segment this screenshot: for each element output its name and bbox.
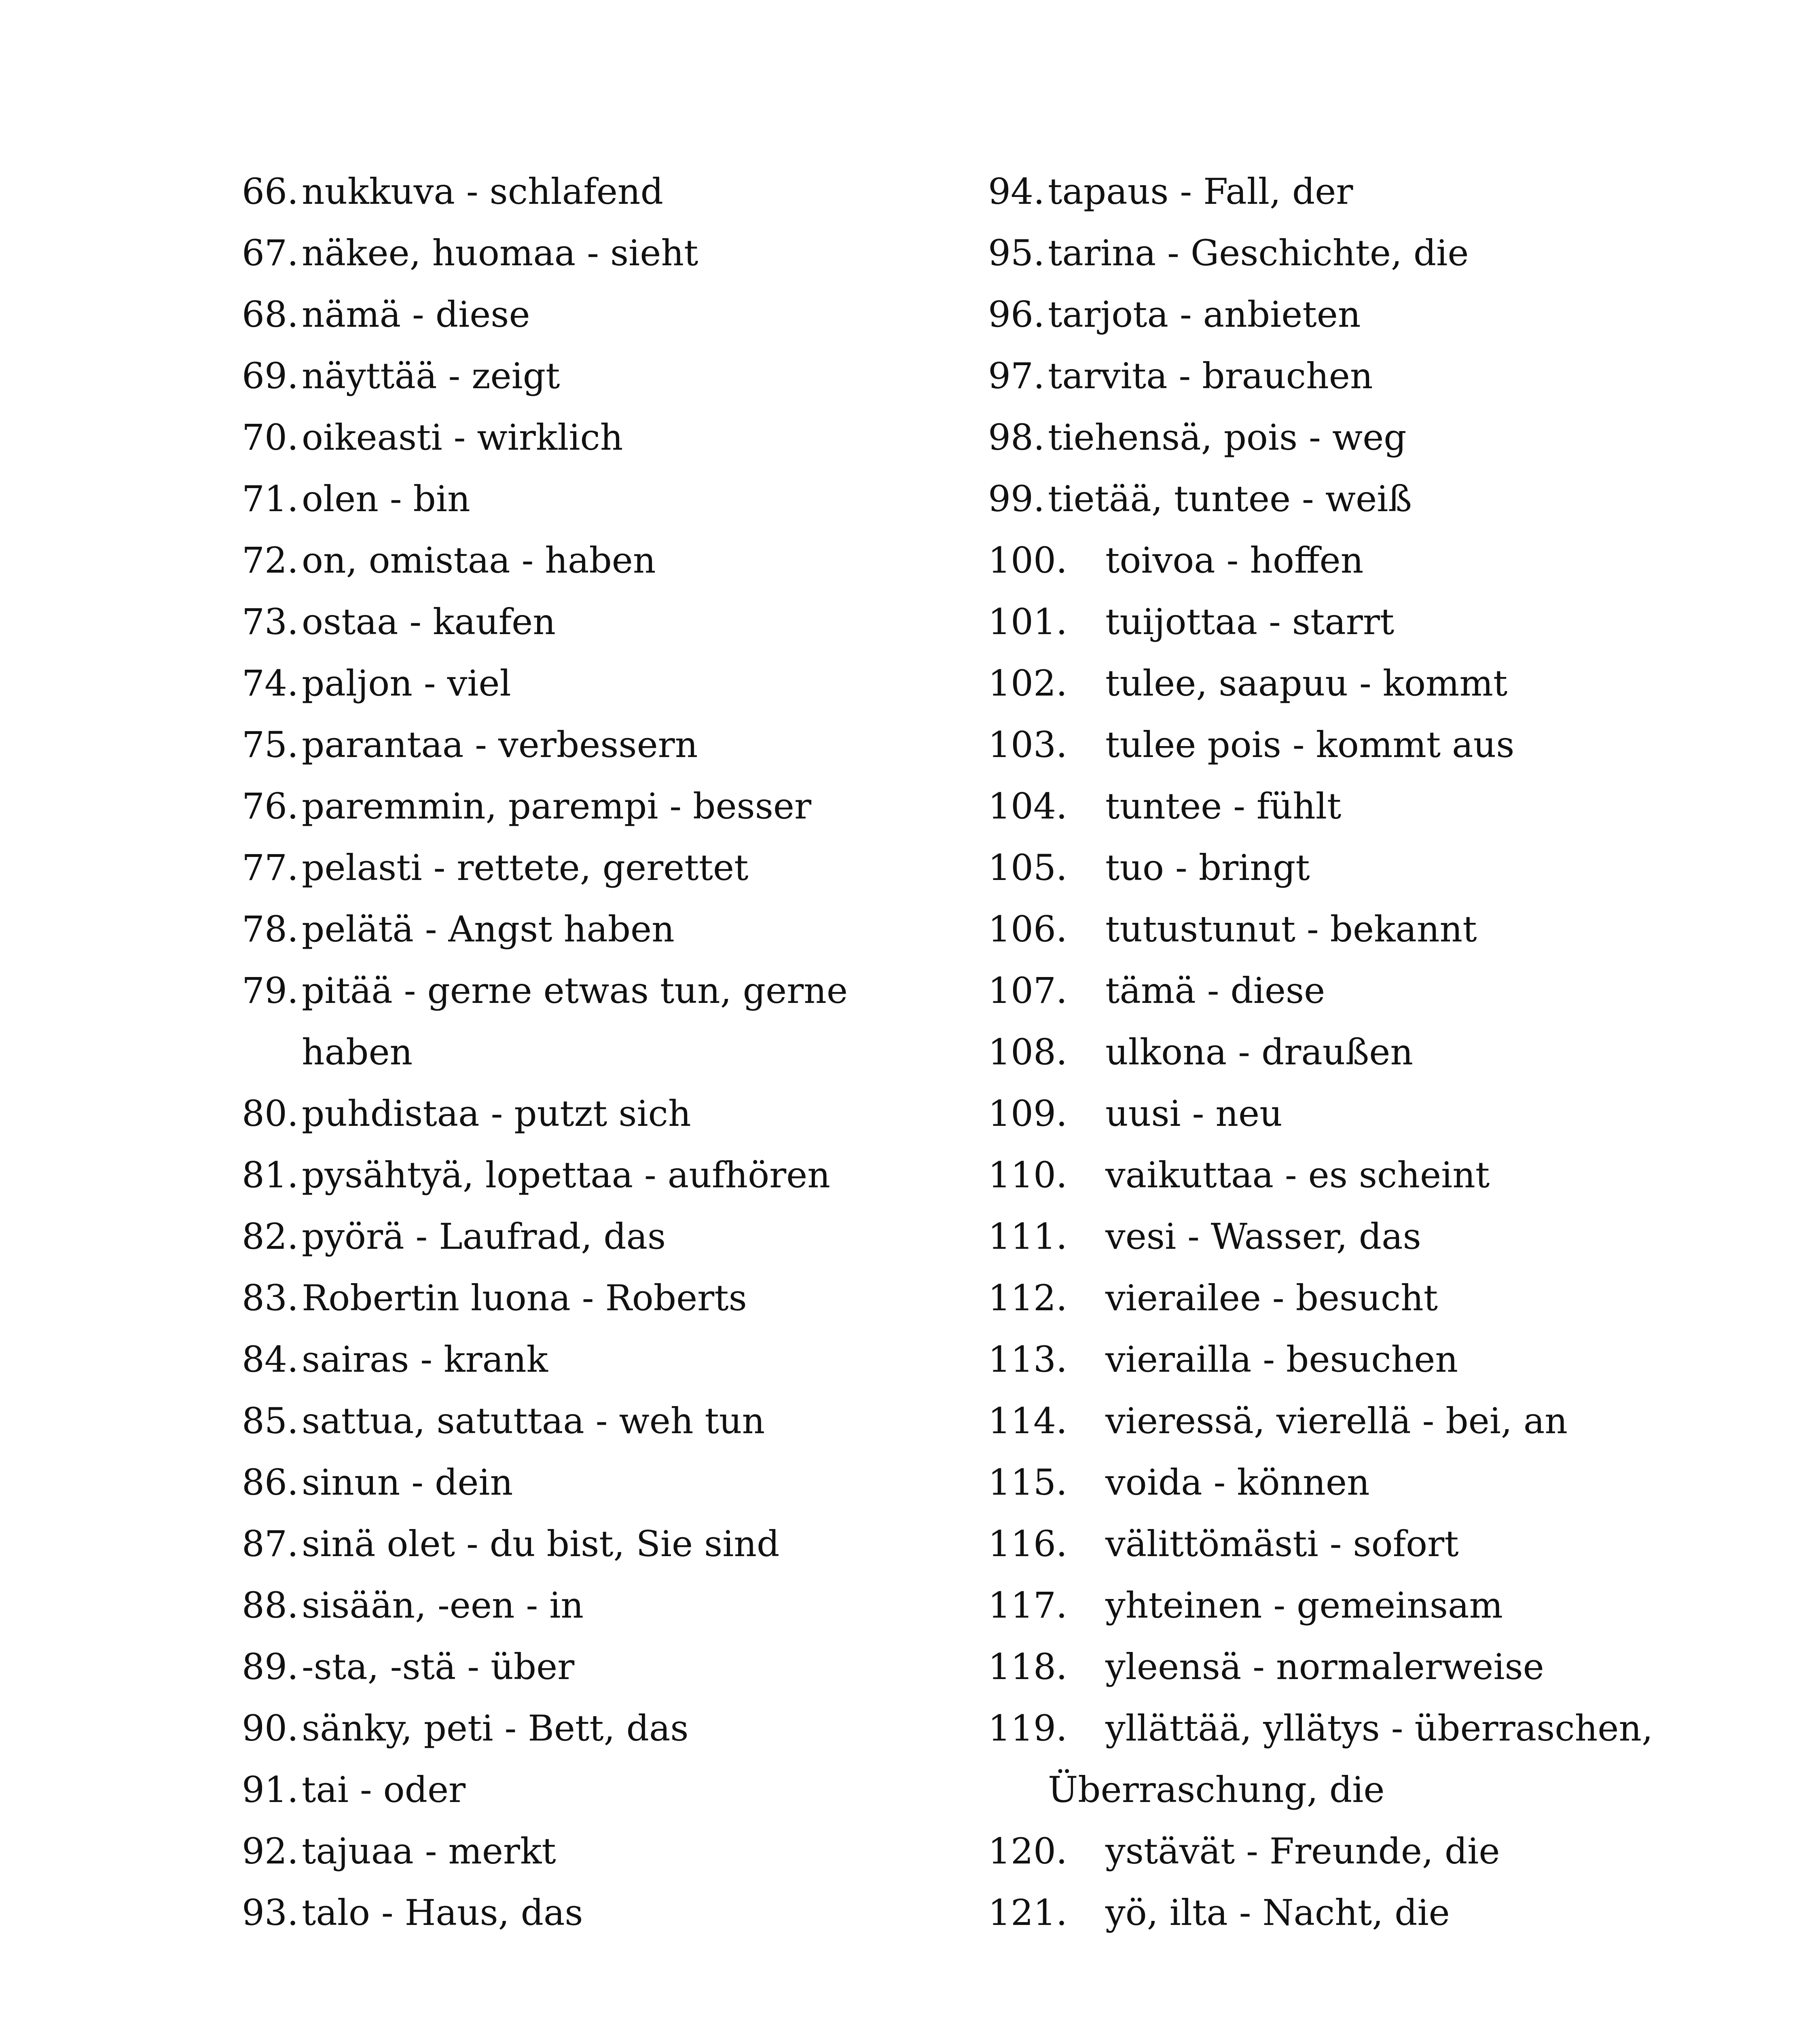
entry-number: 71. — [242, 478, 298, 520]
glossary-entry — [242, 1206, 1010, 1267]
entry-number: 73. — [242, 601, 298, 643]
glossary-entry — [988, 284, 1757, 345]
glossary-entry — [242, 714, 1010, 776]
entry-text: sairas - krank — [302, 1339, 548, 1380]
entry-text: ystävät - Freunde, die — [1105, 1830, 1500, 1872]
entry-number: 98. — [988, 417, 1045, 458]
glossary-entry — [242, 1329, 1010, 1390]
entry-number: 103. — [988, 724, 1067, 766]
entry-number: 85. — [242, 1400, 298, 1442]
glossary-entry — [988, 1698, 1757, 1821]
glossary-entry — [242, 899, 1010, 960]
glossary-entry — [988, 1144, 1757, 1206]
entry-text: tiehensä, pois - weg — [1048, 417, 1407, 458]
entry-text: talo - Haus, das — [302, 1892, 583, 1933]
entry-text: välittömästi - sofort — [1105, 1523, 1459, 1565]
entry-number: 90. — [242, 1707, 298, 1749]
entry-text: tajuaa - merkt — [302, 1830, 556, 1872]
entry-text-continuation: Überraschung, die — [1048, 1769, 1385, 1810]
entry-number: 107. — [988, 970, 1067, 1011]
entry-number: 72. — [242, 539, 298, 581]
entry-text: sisään, -een - in — [302, 1584, 584, 1626]
entry-number: 92. — [242, 1830, 298, 1872]
entry-text: paljon - viel — [302, 662, 511, 704]
glossary-entry — [988, 468, 1757, 530]
entry-text: näkee, huomaa - sieht — [302, 232, 698, 274]
entry-text: -sta, -stä - über — [302, 1646, 575, 1688]
entry-number: 106. — [988, 908, 1067, 950]
entry-text-continuation: haben — [302, 1031, 413, 1073]
entry-text: ostaa - kaufen — [302, 601, 556, 643]
glossary-entry — [242, 1821, 1010, 1882]
glossary-entry — [988, 960, 1757, 1022]
entry-text: vesi - Wasser, das — [1105, 1216, 1421, 1257]
entry-number: 114. — [988, 1400, 1067, 1442]
glossary-entry — [988, 345, 1757, 407]
entry-number: 113. — [988, 1339, 1067, 1380]
entry-text: näyttää - zeigt — [302, 355, 560, 397]
glossary-entry — [242, 1636, 1010, 1698]
glossary-entry — [988, 1575, 1757, 1636]
glossary-entry — [988, 837, 1757, 899]
entry-number: 108. — [988, 1031, 1067, 1073]
entry-number: 69. — [242, 355, 298, 397]
glossary-entry — [242, 530, 1010, 591]
glossary-entry — [988, 1636, 1757, 1698]
entry-text: vaikuttaa - es scheint — [1105, 1154, 1490, 1196]
entry-text: tuo - bringt — [1105, 847, 1310, 888]
entry-text: tai - oder — [302, 1769, 466, 1810]
entry-number: 95. — [988, 232, 1045, 274]
entry-text: tulee, saapuu - kommt — [1105, 662, 1508, 704]
entry-text: uusi - neu — [1105, 1093, 1282, 1134]
entry-text: Robertin luona - Roberts — [302, 1277, 747, 1319]
glossary-entry — [988, 1821, 1757, 1882]
entry-text: voida - können — [1105, 1462, 1370, 1503]
entry-number: 121. — [988, 1892, 1067, 1933]
glossary-entry — [242, 1882, 1010, 1944]
entry-text: olen - bin — [302, 478, 470, 520]
entry-text: tarjota - anbieten — [1048, 294, 1361, 335]
glossary-entry — [242, 1698, 1010, 1759]
entry-text: nukkuva - schlafend — [302, 171, 663, 212]
glossary-entry — [988, 1267, 1757, 1329]
entry-number: 110. — [988, 1154, 1067, 1196]
entry-number: 77. — [242, 847, 298, 888]
entry-number: 76. — [242, 785, 298, 827]
glossary-entry — [242, 1759, 1010, 1821]
entry-text: tapaus - Fall, der — [1048, 171, 1353, 212]
glossary-entry — [988, 776, 1757, 837]
glossary-entry — [988, 1452, 1757, 1513]
glossary-entry — [242, 161, 1010, 222]
glossary-entry — [988, 1390, 1757, 1452]
glossary-entry — [242, 1267, 1010, 1329]
entry-text: yllättää, yllätys - überraschen, — [1105, 1707, 1653, 1749]
entry-number: 68. — [242, 294, 298, 335]
entry-number: 120. — [988, 1830, 1067, 1872]
entry-text: pysähtyä, lopettaa - aufhören — [302, 1154, 830, 1196]
entry-text: sinä olet - du bist, Sie sind — [302, 1523, 780, 1565]
glossary-entry — [242, 1513, 1010, 1575]
entry-text: puhdistaa - putzt sich — [302, 1093, 691, 1134]
entry-number: 86. — [242, 1462, 298, 1503]
glossary-entry — [242, 960, 1010, 1083]
entry-number: 115. — [988, 1462, 1067, 1503]
entry-text: tuntee - fühlt — [1105, 785, 1342, 827]
entry-text: vierailee - besucht — [1105, 1277, 1438, 1319]
glossary-entry — [988, 1882, 1757, 1944]
glossary-entry — [242, 591, 1010, 653]
entry-text: tuijottaa - starrt — [1105, 601, 1395, 643]
entry-number: 111. — [988, 1216, 1067, 1257]
entry-text: vieressä, vierellä - bei, an — [1105, 1400, 1568, 1442]
entry-number: 97. — [988, 355, 1045, 397]
entry-text: tämä - diese — [1105, 970, 1325, 1011]
entry-text: nämä - diese — [302, 294, 530, 335]
glossary-entry — [242, 1144, 1010, 1206]
glossary-entry — [242, 222, 1010, 284]
entry-text: tulee pois - kommt aus — [1105, 724, 1515, 766]
glossary-entry — [242, 284, 1010, 345]
glossary-entry — [988, 1083, 1757, 1144]
entry-number: 100. — [988, 539, 1067, 581]
glossary-entry — [988, 714, 1757, 776]
entry-number: 102. — [988, 662, 1067, 704]
entry-number: 88. — [242, 1584, 298, 1626]
entry-text: parantaa - verbessern — [302, 724, 698, 766]
entry-number: 67. — [242, 232, 298, 274]
glossary-entry — [988, 1022, 1757, 1083]
glossary-entry — [242, 407, 1010, 468]
glossary-entry — [988, 653, 1757, 714]
glossary-entry — [988, 161, 1757, 222]
glossary-column-right — [988, 161, 1757, 1944]
glossary-entry — [242, 837, 1010, 899]
entry-number: 99. — [988, 478, 1045, 520]
glossary-entry — [988, 1206, 1757, 1267]
entry-text: yö, ilta - Nacht, die — [1105, 1892, 1450, 1933]
entry-number: 84. — [242, 1339, 298, 1380]
entry-number: 74. — [242, 662, 298, 704]
entry-number: 79. — [242, 970, 298, 1011]
entry-number: 91. — [242, 1769, 298, 1810]
entry-text: paremmin, parempi - besser — [302, 785, 812, 827]
entry-text: yleensä - normalerweise — [1105, 1646, 1544, 1688]
glossary-entry — [988, 591, 1757, 653]
entry-number: 66. — [242, 171, 298, 212]
entry-text: tarina - Geschichte, die — [1048, 232, 1469, 274]
entry-text: tietää, tuntee - weiß — [1048, 478, 1412, 520]
entry-number: 101. — [988, 601, 1067, 643]
glossary-entry — [242, 776, 1010, 837]
entry-text: sänky, peti - Bett, das — [302, 1707, 689, 1749]
entry-number: 112. — [988, 1277, 1067, 1319]
entry-number: 104. — [988, 785, 1067, 827]
glossary-entry — [988, 899, 1757, 960]
entry-number: 87. — [242, 1523, 298, 1565]
glossary-entry — [242, 1083, 1010, 1144]
entry-text: sinun - dein — [302, 1462, 513, 1503]
entry-number: 94. — [988, 171, 1045, 212]
glossary-entry — [242, 1390, 1010, 1452]
entry-number: 119. — [988, 1707, 1067, 1749]
entry-text: toivoa - hoffen — [1105, 539, 1364, 581]
glossary-entry — [242, 653, 1010, 714]
glossary-entry — [988, 530, 1757, 591]
entry-number: 78. — [242, 908, 298, 950]
entry-text: pelasti - rettete, gerettet — [302, 847, 749, 888]
entry-number: 75. — [242, 724, 298, 766]
entry-number: 82. — [242, 1216, 298, 1257]
entry-text: pyörä - Laufrad, das — [302, 1216, 666, 1257]
entry-number: 118. — [988, 1646, 1067, 1688]
entry-number: 96. — [988, 294, 1045, 335]
entry-text: tutustunut - bekannt — [1105, 908, 1477, 950]
entry-number: 116. — [988, 1523, 1067, 1565]
entry-number: 109. — [988, 1093, 1067, 1134]
glossary-entry — [242, 468, 1010, 530]
entry-text: on, omistaa - haben — [302, 539, 656, 581]
entry-number: 105. — [988, 847, 1067, 888]
entry-number: 83. — [242, 1277, 298, 1319]
glossary-entry — [988, 1329, 1757, 1390]
entry-number: 80. — [242, 1093, 298, 1134]
entry-text: vierailla - besuchen — [1105, 1339, 1458, 1380]
glossary-entry — [242, 1575, 1010, 1636]
entry-number: 93. — [242, 1892, 298, 1933]
entry-text: pitää - gerne etwas tun, gerne — [302, 970, 848, 1011]
glossary-entry — [242, 1452, 1010, 1513]
glossary-entry — [988, 407, 1757, 468]
entry-text: ulkona - draußen — [1105, 1031, 1414, 1073]
glossary-entry — [988, 222, 1757, 284]
entry-number: 117. — [988, 1584, 1067, 1626]
glossary-entry — [988, 1513, 1757, 1575]
entry-text: tarvita - brauchen — [1048, 355, 1373, 397]
entry-number: 81. — [242, 1154, 298, 1196]
entry-text: sattua, satuttaa - weh tun — [302, 1400, 765, 1442]
glossary-entry — [242, 345, 1010, 407]
entry-text: pelätä - Angst haben — [302, 908, 675, 950]
entry-text: oikeasti - wirklich — [302, 417, 623, 458]
entry-text: yhteinen - gemeinsam — [1105, 1584, 1503, 1626]
entry-number: 70. — [242, 417, 298, 458]
entry-number: 89. — [242, 1646, 298, 1688]
glossary-column-left — [242, 161, 1010, 1944]
